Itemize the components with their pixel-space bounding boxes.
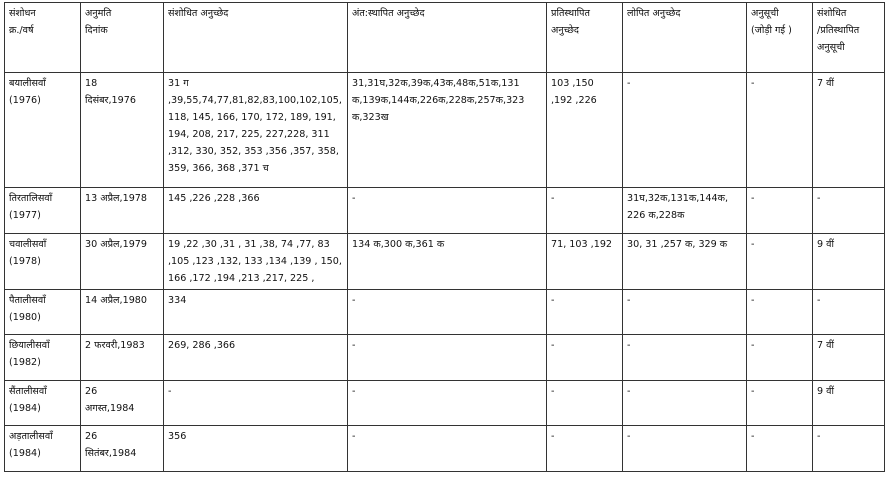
header-amendment: संशोधन क्र./वर्ष: [5, 3, 81, 73]
cell-inserted: -: [348, 426, 547, 472]
table-row: [5, 335, 885, 381]
cell-substituted: -: [547, 188, 623, 234]
cell-amendment: बयालीसवाँ (1976): [5, 73, 81, 188]
cell-schedule-modified: 9 वीं: [813, 381, 885, 426]
header-row: [5, 3, 885, 73]
cell-assent-date: 30 अप्रैल,1979: [81, 234, 164, 290]
cell-assent-date: 2 फरवरी,1983: [81, 335, 164, 381]
cell-amended: 19 ,22 ,30 ,31 , 31 ,38, 74 ,77, 83 ,105 ,123 ,132, 133 ,134 ,139 , 150, 166 ,172 ,194 ,213 ,217, 225 ,: [164, 234, 348, 290]
cell-schedule-modified: -: [813, 426, 885, 472]
cell-assent-date: 18 दिसंबर,1976: [81, 73, 164, 188]
header-substituted-articles: प्रतिस्थापित अनुच्छेद: [547, 3, 623, 73]
cell-inserted: -: [348, 188, 547, 234]
cell-schedule-added: -: [747, 290, 813, 335]
cell-omitted: -: [623, 426, 747, 472]
cell-inserted: 31,31घ,32क,39क,43क,48क,51क,131 क,139क,144क,226क,228क,257क,323 क,323ख: [348, 73, 547, 188]
table-row: [5, 426, 885, 472]
cell-substituted: -: [547, 426, 623, 472]
cell-schedule-modified: -: [813, 188, 885, 234]
cell-schedule-added: -: [747, 426, 813, 472]
cell-schedule-modified: -: [813, 290, 885, 335]
cell-omitted: -: [623, 335, 747, 381]
cell-schedule-added: -: [747, 381, 813, 426]
cell-amendment: छियालीसवाँ (1982): [5, 335, 81, 381]
cell-amendment: चवालीसवाँ (1978): [5, 234, 81, 290]
cell-omitted: -: [623, 290, 747, 335]
cell-amended: 145 ,226 ,228 ,366: [164, 188, 348, 234]
cell-schedule-modified: 9 वीं: [813, 234, 885, 290]
header-assent-date: अनुमति दिनांक: [81, 3, 164, 73]
cell-amended: 356: [164, 426, 348, 472]
cell-substituted: -: [547, 335, 623, 381]
cell-amendment: सैंतालीसवाँ (1984): [5, 381, 81, 426]
cell-omitted: -: [623, 73, 747, 188]
cell-schedule-added: -: [747, 234, 813, 290]
cell-omitted: -: [623, 381, 747, 426]
cell-inserted: -: [348, 335, 547, 381]
cell-inserted: -: [348, 381, 547, 426]
cell-schedule-added: -: [747, 73, 813, 188]
cell-amended: 269, 286 ,366: [164, 335, 348, 381]
cell-amendment: तिरतालिसवाँ (1977): [5, 188, 81, 234]
table-row: [5, 188, 885, 234]
cell-amended: -: [164, 381, 348, 426]
cell-assent-date: 13 अप्रैल,1978: [81, 188, 164, 234]
cell-substituted: -: [547, 381, 623, 426]
header-omitted-articles: लोपित अनुच्छेद: [623, 3, 747, 73]
amendments-table: [4, 2, 885, 472]
cell-schedule-added: -: [747, 188, 813, 234]
table-row: [5, 73, 885, 188]
cell-omitted: 31घ,32क,131क,144क, 226 क,228क: [623, 188, 747, 234]
table-row: [5, 290, 885, 335]
header-amended-articles: संशोधित अनुच्छेद: [164, 3, 348, 73]
cell-inserted: 134 क,300 क,361 क: [348, 234, 547, 290]
header-inserted-articles: अंत:स्थापित अनुच्छेद: [348, 3, 547, 73]
cell-substituted: 103 ,150 ,192 ,226: [547, 73, 623, 188]
cell-amended: 31 ग ,39,55,74,77,81,82,83,100,102,105, 118, 145, 166, 170, 172, 189, 191, 194, 208, 217, 225, 227,228, 311 ,312, 330, 352, 353 ,356 ,357, 358, 359, 366, 368 ,371 च: [164, 73, 348, 188]
cell-schedule-modified: 7 वीं: [813, 335, 885, 381]
cell-schedule-added: -: [747, 335, 813, 381]
cell-amendment: अड़तालीसवाँ (1984): [5, 426, 81, 472]
cell-amendment: पैतालीसवाँ (1980): [5, 290, 81, 335]
cell-amended: 334: [164, 290, 348, 335]
header-schedule-modified: संशोधित /प्रतिस्थापित अनुसूची: [813, 3, 885, 73]
header-schedule-added: अनुसूची (जोड़ी गई ): [747, 3, 813, 73]
cell-inserted: -: [348, 290, 547, 335]
cell-assent-date: 26 अगस्त,1984: [81, 381, 164, 426]
cell-assent-date: 26 सितंबर,1984: [81, 426, 164, 472]
cell-omitted: 30, 31 ,257 क, 329 क: [623, 234, 747, 290]
cell-schedule-modified: 7 वीं: [813, 73, 885, 188]
cell-substituted: 71, 103 ,192: [547, 234, 623, 290]
cell-substituted: -: [547, 290, 623, 335]
table-row: [5, 234, 885, 290]
table-row: [5, 381, 885, 426]
cell-assent-date: 14 अप्रैल,1980: [81, 290, 164, 335]
